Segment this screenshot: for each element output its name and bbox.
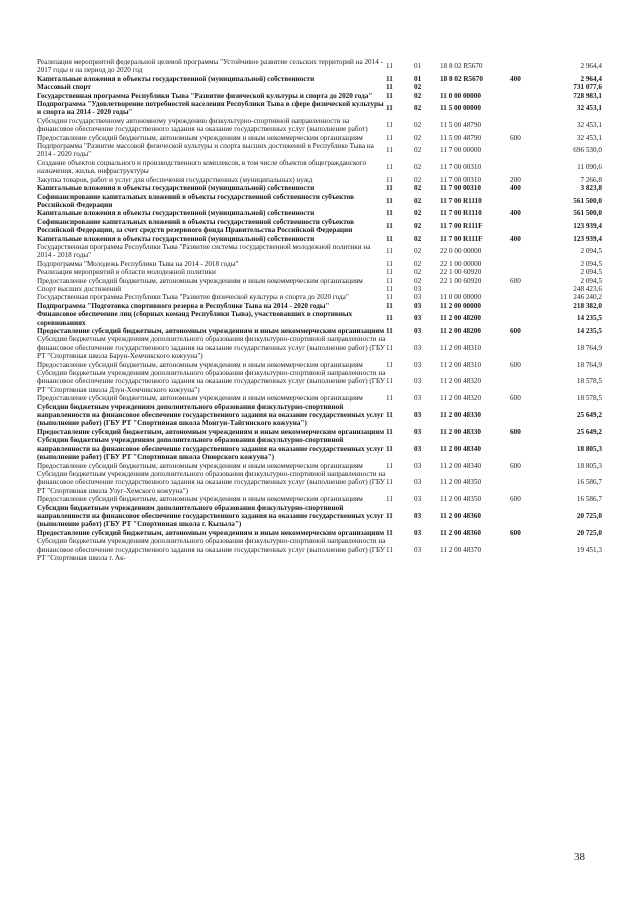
- row-section: 11: [386, 146, 393, 155]
- row-amount: 728 983,1: [573, 91, 602, 100]
- row-amount: 32 453,1: [576, 121, 602, 130]
- row-name: Субсидии государственному автономному учреждению физкультурно-спортивной направленности на финансовое обеспечение государственного задания на оказание государственных услуг (выполнение работ): [37, 116, 368, 134]
- table-row: [37, 293, 602, 301]
- row-name: Предоставление субсидий бюджетным, автономным учреждениям и иным некоммерческим организациям: [37, 327, 385, 335]
- row-amount: 2 964,4: [580, 74, 602, 83]
- row-section: 11: [386, 209, 393, 218]
- table-row: [37, 504, 602, 529]
- row-target-article: 11 5 00 48790: [440, 121, 482, 130]
- row-amount: 561 500,0: [573, 209, 602, 218]
- row-expense-type: [510, 100, 544, 117]
- table-row: [37, 403, 602, 428]
- row-section: 11: [386, 133, 393, 142]
- row-name: Капитальные вложения в объекты государственной (муниципальной) собственности: [37, 234, 315, 243]
- row-target-article: 11 2 00 48350: [440, 478, 482, 487]
- row-subsection: 03: [414, 444, 422, 453]
- row-amount: 561 500,0: [573, 196, 602, 205]
- row-subsection: 02: [414, 163, 422, 172]
- row-target-article: 11 2 00 48330: [440, 427, 481, 436]
- row-name: Государственная программа Республики Тыва "Развитие системы государственной молодежной политики на 2014 - 2018 годы": [37, 242, 371, 260]
- row-target-article: 11 2 00 48360: [440, 528, 481, 537]
- row-subsection: 02: [414, 234, 422, 243]
- row-name: Субсидии бюджетным учреждениям дополнительного образования физкультурно-спортивной направленности на финансовое обеспечение государственного задания на оказание государственных услуг (выполнение работ) (ГБУ РТ "Спортивная школа г. Ак-: [37, 537, 386, 562]
- row-target-article: 22 0 00 00000: [440, 247, 482, 256]
- row-section: 11: [386, 478, 393, 487]
- row-subsection: 03: [414, 495, 422, 504]
- row-target-article: 11 2 00 48310: [440, 360, 482, 369]
- row-amount: 2 964,4: [580, 62, 602, 71]
- row-subsection: 02: [414, 184, 422, 193]
- row-name: Капитальные вложения в объекты государственной (муниципальной) собственности: [37, 74, 315, 83]
- row-expense-type: [510, 369, 544, 394]
- row-name: Предоставление субсидий бюджетным, автономным учреждениям и иным некоммерческим организациям: [37, 133, 363, 142]
- row-expense-type: 600: [510, 360, 521, 369]
- table-row: [37, 235, 602, 243]
- row-name: Реализация мероприятий в области молодежной политики: [37, 268, 216, 277]
- table-row: [37, 260, 602, 268]
- row-section: 11: [386, 528, 393, 537]
- row-amount: 18 764,9: [576, 343, 602, 352]
- row-target-article: 11 2 00 48320: [440, 394, 482, 403]
- row-name: Спорт высших достижений: [37, 284, 122, 293]
- row-expense-type: [510, 243, 544, 260]
- row-expense-type: 400: [510, 184, 521, 193]
- row-target-article: 11 7 00 R1110: [440, 196, 482, 205]
- table-row: [37, 369, 602, 394]
- row-section: 11: [386, 268, 393, 277]
- row-target-article: 11 7 00 R111F: [440, 234, 483, 243]
- row-amount: 2 094,5: [580, 259, 602, 268]
- row-subsection: 03: [414, 545, 422, 554]
- row-name: Предоставление субсидий бюджетным, автономным учреждениям и иным некоммерческим организациям: [37, 394, 363, 403]
- row-expense-type: [510, 285, 544, 293]
- row-target-article: 11 2 00 48200: [440, 314, 481, 323]
- row-subsection: 01: [414, 74, 422, 83]
- row-amount: 25 649,2: [576, 411, 602, 420]
- row-section: 11: [386, 74, 393, 83]
- table-row: [37, 117, 602, 134]
- row-name: Подпрограмма "Удовлетворение потребностей населения Республики Тыва в сфере физической культуры и спорта на 2014 - 2020 годы": [37, 100, 384, 117]
- row-target-article: 11 5 00 00000: [440, 104, 481, 113]
- row-expense-type: [510, 218, 544, 235]
- table-row: [37, 302, 602, 310]
- row-target-article: 11 0 00 00000: [440, 293, 482, 302]
- table-row: [37, 209, 602, 217]
- row-name: Предоставление субсидий бюджетным, автономным учреждениям и иным некоммерческим организациям: [37, 276, 363, 285]
- row-amount: 696 530,0: [573, 146, 602, 155]
- table-row: [37, 58, 602, 75]
- row-expense-type: [510, 537, 544, 562]
- row-subsection: 02: [414, 91, 422, 100]
- row-name: Подпрограмма "Подготовка спортивного резерва в Республике Тыва на 2014 - 2020 годы": [37, 301, 330, 310]
- row-expense-type: [510, 142, 544, 159]
- row-section: 11: [386, 276, 393, 285]
- row-section: 11: [386, 314, 393, 323]
- row-amount: 19 451,3: [576, 545, 602, 554]
- row-target-article: 11 7 00 R111F: [440, 221, 483, 230]
- row-subsection: 02: [414, 209, 422, 218]
- row-name: Предоставление субсидий бюджетным, автономным учреждениям и иным некоммерческим организациям: [37, 528, 385, 537]
- row-expense-type: 600: [510, 394, 521, 403]
- row-expense-type: 600: [510, 461, 521, 470]
- row-expense-type: 600: [510, 276, 521, 285]
- row-section: 11: [386, 121, 393, 130]
- table-row: [37, 361, 602, 369]
- row-section: 11: [386, 234, 393, 243]
- table-row: [37, 218, 602, 235]
- table-row: [37, 436, 602, 461]
- row-subsection: 02: [414, 196, 422, 205]
- row-amount: 7 266,8: [580, 175, 602, 184]
- row-expense-type: [510, 293, 544, 301]
- row-target-article: 18 8 02 R5670: [440, 74, 483, 83]
- row-subsection: 02: [414, 221, 422, 230]
- row-section: 11: [386, 259, 393, 268]
- table-row: [37, 470, 602, 495]
- row-subsection: 02: [414, 276, 422, 285]
- row-target-article: 11 2 00 48200: [440, 327, 481, 335]
- row-name: Государственная программа Республики Тыва "Развитие физической культуры и спорта до 2020 года": [37, 293, 349, 302]
- row-expense-type: 400: [510, 74, 521, 83]
- row-subsection: 02: [414, 175, 422, 184]
- budget-table: [37, 58, 602, 562]
- row-section: 11: [386, 293, 393, 302]
- row-subsection: 03: [414, 314, 422, 323]
- row-expense-type: [510, 310, 544, 327]
- row-section: 11: [386, 511, 393, 520]
- row-amount: 123 939,4: [573, 234, 602, 243]
- row-section: 11: [386, 163, 393, 172]
- row-section: 11: [386, 360, 393, 369]
- row-subsection: 03: [414, 293, 422, 302]
- row-section: 11: [386, 91, 393, 100]
- row-section: 11: [386, 196, 393, 205]
- row-target-article: [440, 285, 510, 293]
- row-subsection: 02: [414, 121, 422, 130]
- row-amount: 218 382,0: [573, 301, 602, 310]
- row-subsection: 03: [414, 394, 422, 403]
- row-expense-type: 600: [510, 427, 521, 436]
- row-amount: 11 090,6: [577, 163, 602, 172]
- row-subsection: 03: [414, 511, 422, 520]
- row-target-article: 11 2 00 48360: [440, 511, 481, 520]
- row-name: Реализация мероприятий федеральной целевой программы "Устойчивое развитие сельских территорий на 2014 - 2017 годы и на период до 2020 год: [37, 58, 384, 75]
- row-amount: 18 764,9: [576, 360, 602, 369]
- row-target-article: 11 7 00 00310: [440, 163, 482, 172]
- row-expense-type: [510, 302, 544, 310]
- row-amount: 2 094,5: [580, 276, 602, 285]
- table-row: [37, 193, 602, 210]
- table-row: [37, 428, 602, 436]
- row-expense-type: [510, 436, 544, 461]
- row-name: Капитальные вложения в объекты государственной (муниципальной) собственности: [37, 184, 315, 193]
- row-subsection: 03: [414, 301, 422, 310]
- row-target-article: 11 2 00 48330: [440, 411, 481, 420]
- row-amount: 248 423,6: [573, 284, 602, 293]
- row-name: Субсидии бюджетным учреждениям дополнительного образования физкультурно-спортивной направленности на финансовое обеспечение государственного задания на оказание государственных услуг (выполнение работ) (ГБУ РТ "Спортивная школа Овюрского кожууна"): [37, 436, 384, 462]
- row-amount: 25 649,2: [576, 427, 602, 436]
- row-section: 11: [386, 62, 393, 71]
- row-expense-type: [510, 260, 544, 268]
- row-name: Софинансирование капитальных вложений в объекты государственной собственности субъектов Российской Федерации, за счет средств резервного фонда Правительства Российской Федерации: [37, 217, 354, 235]
- row-target-article: 11 7 00 00000: [440, 146, 482, 155]
- table-row: [37, 75, 602, 83]
- row-subsection: 03: [414, 377, 422, 386]
- row-target-article: 11 2 00 48320: [440, 377, 482, 386]
- table-row: [37, 159, 602, 176]
- row-subsection: 02: [414, 104, 422, 113]
- row-name: Субсидии бюджетным учреждениям дополнительного образования физкультурно-спортивной направленности на финансовое обеспечение государственного задания на оказание государственных услуг (выполнение работ) (ГБУ РТ "Спортивная школа Дзун-Хемчикского кожууна"): [37, 369, 386, 394]
- row-amount: 2 094,5: [580, 268, 602, 277]
- table-row: [37, 335, 602, 360]
- row-target-article: 11 7 00 00310: [440, 184, 481, 193]
- row-expense-type: [510, 504, 544, 529]
- table-row: [37, 310, 602, 327]
- table-row: [37, 142, 602, 159]
- row-section: 11: [386, 175, 393, 184]
- row-expense-type: 400: [510, 209, 521, 218]
- row-target-article: 11 0 00 00000: [440, 91, 481, 100]
- row-expense-type: 600: [510, 327, 521, 335]
- row-subsection: 02: [414, 259, 422, 268]
- row-name: Закупка товаров, работ и услуг для обеспечения государственных (муниципальных) нужд: [37, 175, 313, 184]
- row-section: 11: [386, 394, 393, 403]
- row-amount: 123 939,4: [573, 221, 602, 230]
- row-subsection: 03: [414, 343, 422, 352]
- row-subsection: 03: [414, 360, 422, 369]
- row-expense-type: [510, 83, 544, 91]
- table-row: [37, 184, 602, 192]
- row-expense-type: [510, 58, 544, 75]
- row-subsection: 02: [414, 247, 422, 256]
- row-section: 11: [386, 184, 393, 193]
- row-amount: 32 453,1: [576, 133, 602, 142]
- row-expense-type: 200: [510, 175, 521, 184]
- row-name: Предоставление субсидий бюджетным, автономным учреждениям и иным некоммерческим организациям: [37, 360, 363, 369]
- row-subsection: 03: [414, 478, 422, 487]
- row-expense-type: [510, 268, 544, 276]
- row-amount: 2 094,5: [580, 247, 602, 256]
- table-row: [37, 92, 602, 100]
- row-section: 11: [386, 427, 393, 436]
- row-target-article: 22 1 00 00000: [440, 259, 482, 268]
- row-amount: 18 805,3: [576, 461, 602, 470]
- table-row: [37, 100, 602, 117]
- row-target-article: 11 2 00 48340: [440, 461, 482, 470]
- table-row: [37, 83, 602, 91]
- row-expense-type: [510, 159, 544, 176]
- row-section: 11: [386, 301, 393, 310]
- table-row: [37, 529, 602, 537]
- table-row: [37, 394, 602, 402]
- row-name: Субсидии бюджетным учреждениям дополнительного образования физкультурно-спортивной направленности на финансовое обеспечение государственного задания на оказание государственных услуг (выполнение работ) (ГБУ РТ "Спортивная школа г. Кызыла"): [37, 503, 384, 529]
- row-expense-type: [510, 335, 544, 360]
- table-row: [37, 176, 602, 184]
- row-name: Подпрограмма "Молодежь Республики Тыва на 2014 - 2018 годы": [37, 259, 239, 268]
- row-subsection: 02: [414, 146, 422, 155]
- row-section: 11: [386, 221, 393, 230]
- row-name: Предоставление субсидий бюджетным, автономным учреждениям и иным некоммерческим организациям: [37, 495, 363, 504]
- row-expense-type: [510, 403, 544, 428]
- row-target-article: 22 1 00 60920: [440, 276, 482, 285]
- row-subsection: 03: [414, 411, 422, 420]
- row-name: Субсидии бюджетным учреждениям дополнительного образования физкультурно-спортивной направленности на финансовое обеспечение государственного задания на оказание государственных услуг (выполнение работ) (ГБУ РТ "Спортивная школа Улуг-Хемского кожууна"): [37, 469, 386, 495]
- row-expense-type: [510, 193, 544, 210]
- row-name: Предоставление субсидий бюджетным, автономным учреждениям и иным некоммерческим организациям: [37, 461, 363, 470]
- row-section: 11: [386, 247, 393, 256]
- row-section: 11: [386, 377, 393, 386]
- row-expense-type: 400: [510, 234, 521, 243]
- table-row: [37, 537, 602, 562]
- row-amount: 16 586,7: [576, 495, 602, 504]
- row-target-article: 18 8 02 R5670: [440, 62, 483, 71]
- row-section: 11: [386, 104, 393, 113]
- row-target-article: 22 1 00 60920: [440, 268, 482, 277]
- row-target-article: [440, 83, 510, 91]
- row-subsection: 01: [414, 62, 422, 71]
- table-row: [37, 462, 602, 470]
- table-row: [37, 243, 602, 260]
- row-section: 11: [386, 284, 393, 293]
- row-expense-type: 600: [510, 133, 521, 142]
- row-amount: 18 578,5: [576, 394, 602, 403]
- row-subsection: 03: [414, 284, 422, 293]
- row-amount: 3 823,8: [580, 184, 602, 193]
- row-amount: 32 453,1: [576, 104, 602, 113]
- row-amount: 246 240,2: [573, 293, 602, 302]
- row-subsection: 03: [414, 327, 422, 335]
- table-row: [37, 285, 602, 293]
- row-subsection: 02: [414, 83, 422, 92]
- row-amount: 14 235,5: [576, 314, 602, 323]
- row-name: Софинансирование капитальных вложений в объекты государственной собственности субъектов Российской Федерации: [37, 192, 354, 209]
- row-section: 11: [386, 495, 393, 504]
- table-row: [37, 277, 602, 285]
- row-name: Субсидии бюджетным учреждениям дополнительного образования физкультурно-спортивной направленности на финансовое обеспечение государственного задания на оказание государственных услуг (выполнение работ) (ГБУ РТ "Спортивная школа Барун-Хемчикского кожууна"): [37, 335, 386, 361]
- row-name: Создание объектов социального и производственного комплексов, в том числе объектов общегражданского назначения, жилья, инфраструктуры: [37, 158, 367, 176]
- table-row: [37, 327, 602, 335]
- row-section: 11: [386, 343, 393, 352]
- row-subsection: 02: [414, 133, 422, 142]
- row-target-article: 11 2 00 00000: [440, 301, 481, 310]
- page-number: 38: [574, 851, 585, 863]
- row-section: 11: [386, 461, 393, 470]
- budget-table-body: [37, 58, 602, 562]
- row-name: Массовый спорт: [37, 83, 91, 92]
- row-section: 11: [386, 411, 393, 420]
- row-section: 11: [386, 327, 393, 335]
- row-section: 11: [386, 83, 393, 92]
- row-section: 11: [386, 545, 393, 554]
- row-target-article: 11 2 00 48310: [440, 343, 482, 352]
- row-amount: 18 578,5: [576, 377, 602, 386]
- row-subsection: 02: [414, 268, 422, 277]
- row-name: Предоставление субсидий бюджетным, автономным учреждениям и иным некоммерческим организациям: [37, 427, 385, 436]
- row-name: Субсидии бюджетным учреждениям дополнительного образования физкультурно-спортивной направленности на финансовое обеспечение государственного задания на оказание государственных услуг (выполнение работ) (ГБУ РТ "Спортивная школа Монгун-Тайгинского кожууна"): [37, 402, 384, 428]
- row-expense-type: 600: [510, 495, 521, 504]
- row-expense-type: [510, 470, 544, 495]
- row-target-article: 11 5 00 48790: [440, 133, 482, 142]
- row-amount: 16 586,7: [576, 478, 602, 487]
- row-amount: 20 725,0: [576, 511, 602, 520]
- row-name: Финансовое обеспечение лиц (сборных команд Республики Тыва), участвовавших в спортивных соревнованиях: [37, 310, 353, 327]
- row-target-article: 11 7 00 00310: [440, 175, 482, 184]
- row-expense-type: 600: [510, 528, 521, 537]
- row-name: Подпрограмма "Развитие массовой физической культуры и спорта высших достижений в Республике Тыва на 2014 - 2020 годы": [37, 142, 374, 159]
- table-row: [37, 134, 602, 142]
- row-expense-type: [510, 92, 544, 100]
- row-section: 11: [386, 444, 393, 453]
- row-amount: 18 805,3: [576, 444, 602, 453]
- row-subsection: 03: [414, 427, 422, 436]
- row-subsection: 03: [414, 528, 422, 537]
- row-target-article: 11 2 00 48340: [440, 444, 481, 453]
- row-amount: 14 235,5: [576, 327, 602, 335]
- row-name: Государственная программа Республики Тыва "Развитие физической культуры и спорта до 2020 года": [37, 91, 373, 100]
- table-row: [37, 268, 602, 276]
- row-amount: 20 725,0: [576, 528, 602, 537]
- row-subsection: 03: [414, 461, 422, 470]
- row-target-article: 11 7 00 R1110: [440, 209, 482, 218]
- table-row: [37, 495, 602, 503]
- row-target-article: 11 2 00 48350: [440, 495, 482, 504]
- row-target-article: 11 2 00 48370: [440, 545, 482, 554]
- row-name: Капитальные вложения в объекты государственной (муниципальной) собственности: [37, 209, 315, 218]
- row-amount: 731 077,6: [573, 83, 602, 92]
- row-expense-type: [510, 117, 544, 134]
